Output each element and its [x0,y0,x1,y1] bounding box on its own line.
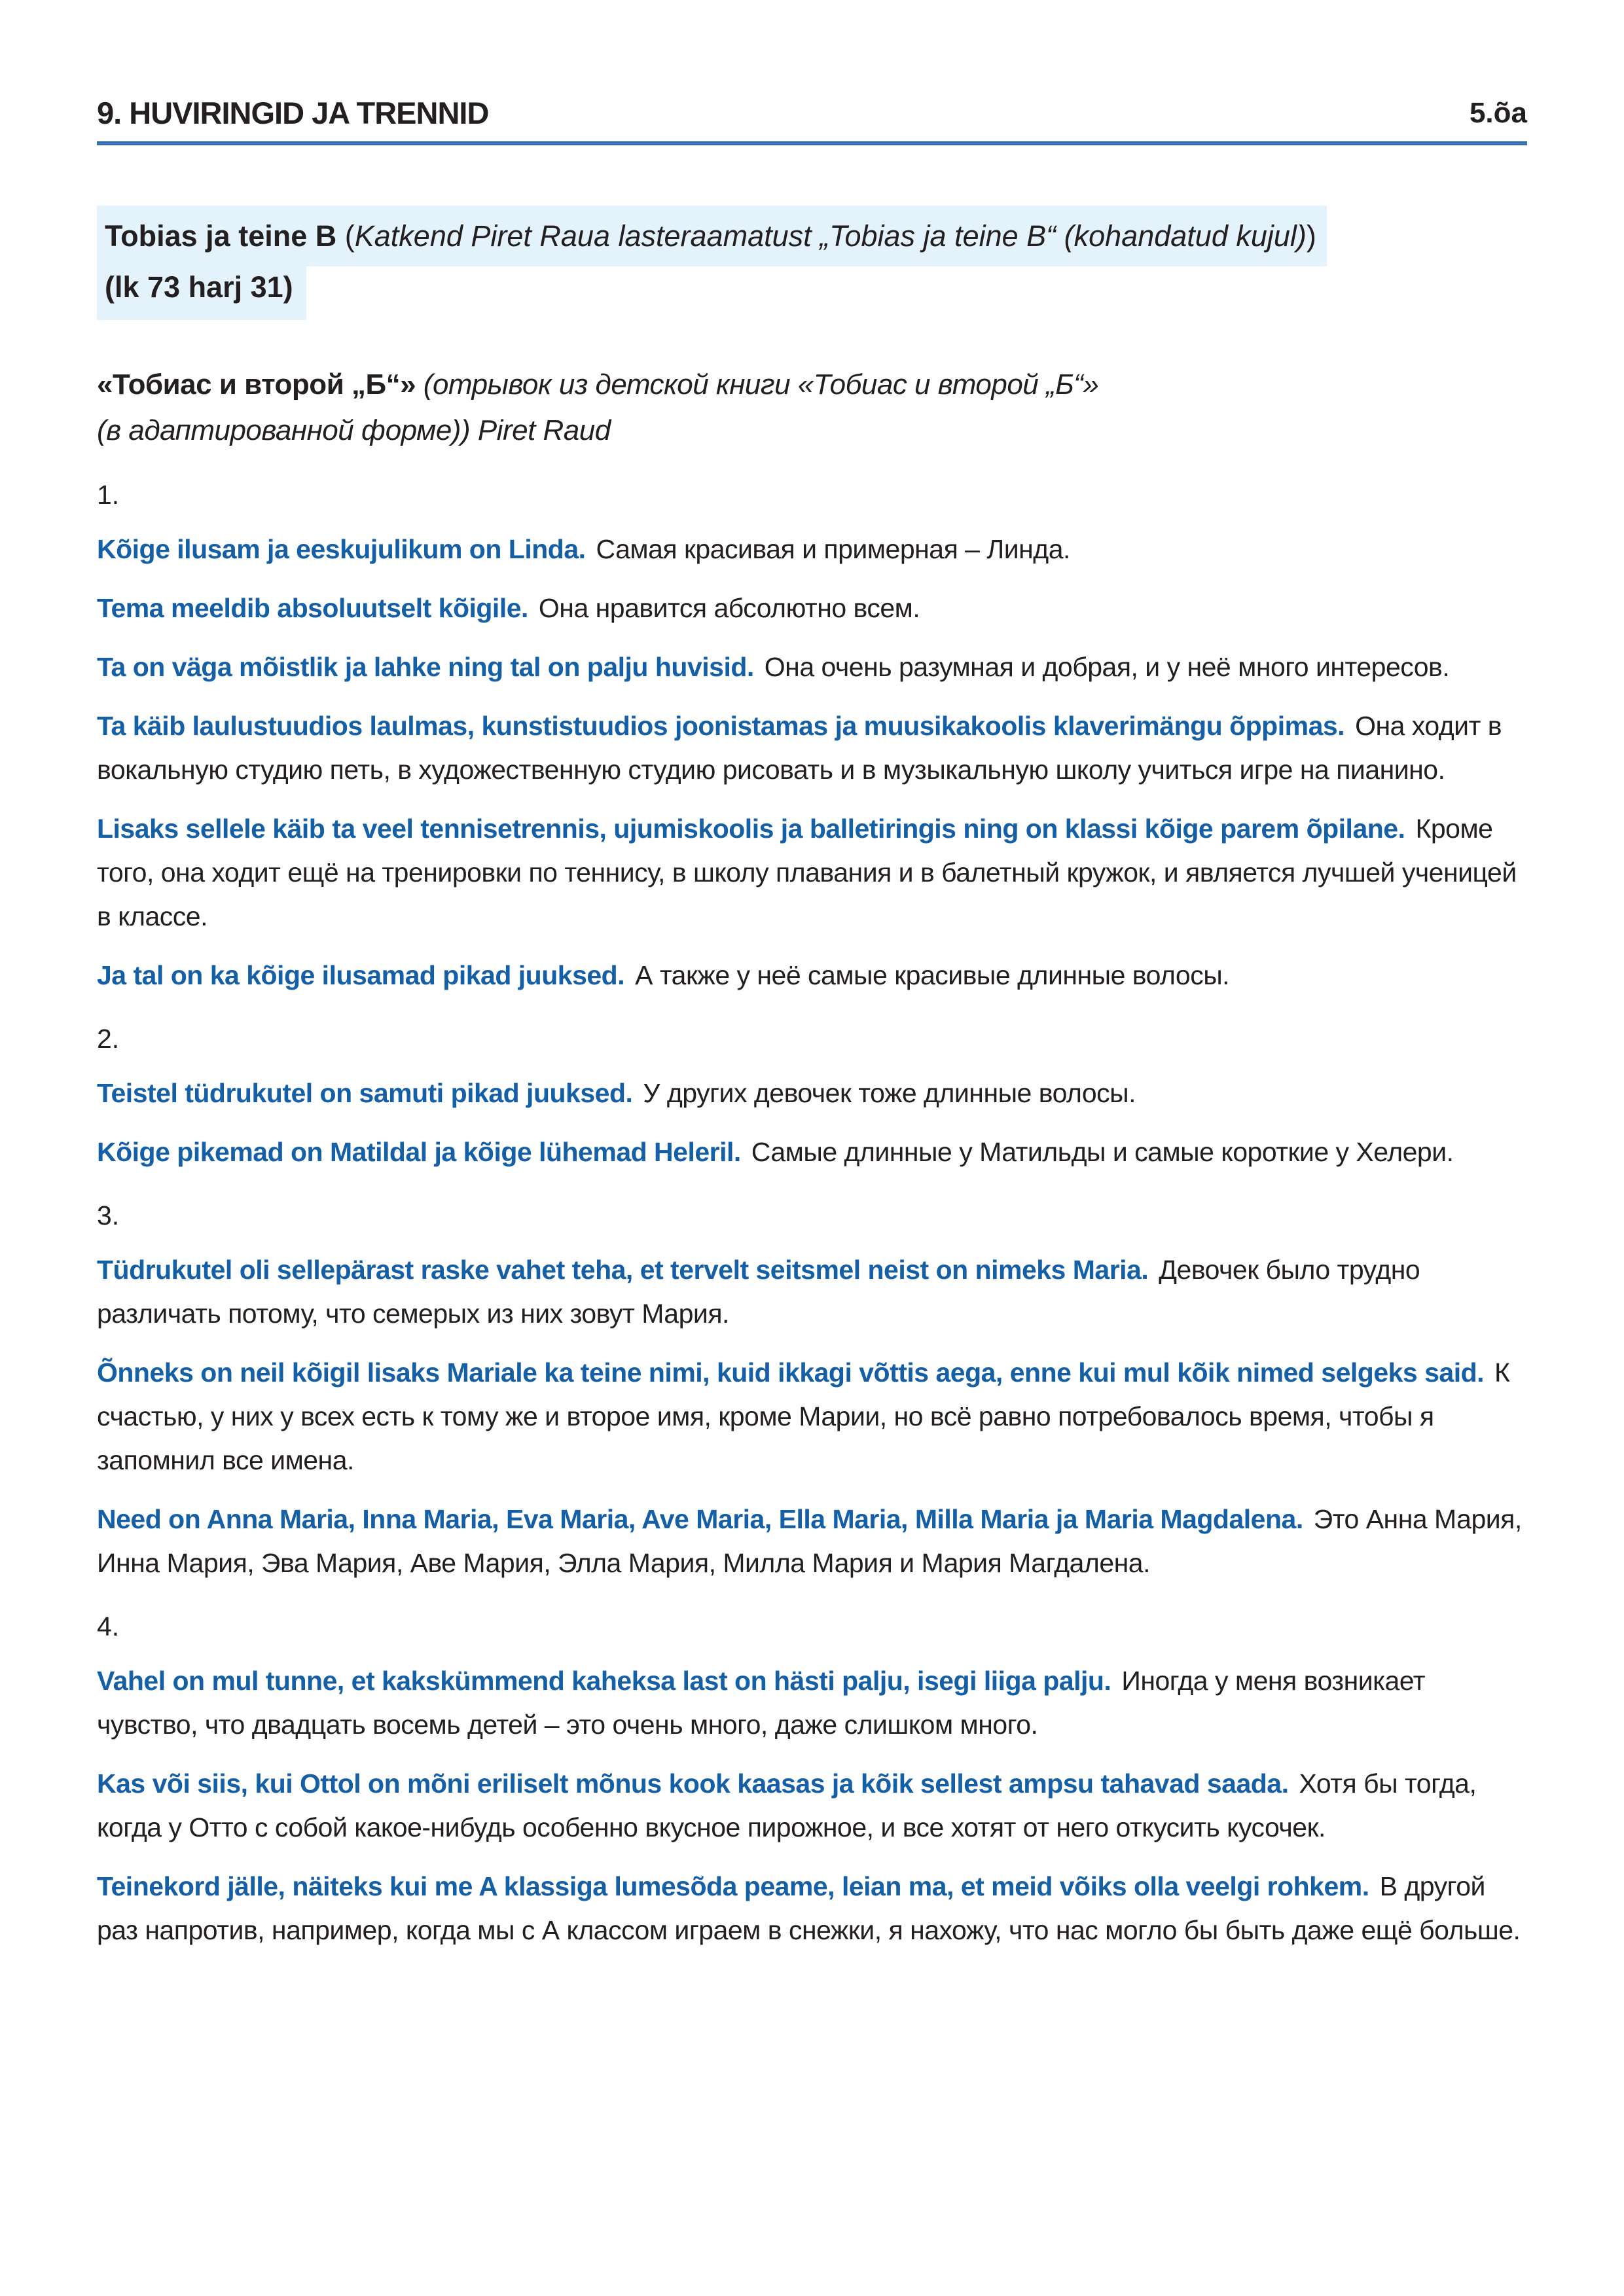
paragraph [97,954,1530,997]
paragraph [97,528,1530,571]
paragraph [97,586,1530,630]
russian-translation: Это Анна Мария, Инна Мария, Эва Мария, Аве Мария, Элла Мария, Милла Мария и Мария Магдалена. [97,1504,1522,1578]
russian-translation: Самые длинные у Матильды и самые короткие у Хелери. [751,1137,1454,1167]
paragraph [97,1351,1530,1482]
estonian-sentence: Ta on väga mõistlik ja lahke ning tal on palju huvisid. [97,652,754,682]
title-open-paren: ( [336,219,355,253]
estonian-sentence: Kõige pikemad on Matildal ja kõige lühemad Heleril. [97,1137,741,1167]
russian-translation: У других девочек тоже длинные волосы. [643,1078,1136,1108]
title-highlight-1 [97,206,1327,266]
estonian-sentence: Kõige ilusam ja eeskujulikum on Linda. [97,534,586,564]
subtitle-russian-title: «Тобиас и второй „Б“» [97,368,416,401]
estonian-sentence: Tüdrukutel oli sellepärast raske vahet teha, et tervelt seitsmel neist on nimeks Maria. [97,1255,1149,1285]
paragraph [97,1130,1530,1174]
section-number-2: 2. [97,1024,120,1054]
russian-translation: Она очень разумная и добрая, и у неё много интересов. [764,652,1450,682]
estonian-sentence: Tema meeldib absoluutselt kõigile. [97,593,528,623]
title-estonian: Tobias ja teine B [105,219,337,253]
grade-label: 5.õa [1469,97,1527,129]
estonian-sentence: Kas või siis, kui Ottol on mõni eriliselt mõnus kook kaasas ja kõik sellest ampsu tahavad saada. [97,1768,1289,1799]
russian-subtitle [97,362,1527,454]
paragraph [97,1865,1530,1952]
russian-translation: Хотя бы тогда, когда у Отто с собой какое-нибудь особенно вкусное пирожное, и все хотят от него откусить кусочек. [97,1768,1477,1842]
russian-translation: Девочек было трудно различать потому, что семерых из них зовут Мария. [97,1255,1420,1329]
russian-translation: В другой раз напротив, например, когда мы с А классом играем в снежки, я нахожу, что нас могло бы быть даже ещё больше. [97,1871,1521,1945]
russian-translation: К счастью, у них у всех есть к тому же и второе имя, кроме Марии, но всё равно потребовалось время, чтобы я запомнил все имена. [97,1357,1510,1475]
estonian-sentence: Need on Anna Maria, Inna Maria, Eva Maria, Ave Maria, Ella Maria, Milla Maria ja Maria Magdalena. [97,1504,1303,1534]
title-block [97,206,1527,320]
chapter-title: 9. HUVIRINGID JA TRENNID [97,96,489,130]
estonian-sentence: Lisaks sellele käib ta veel tennisetrennis, ujumiskoolis ja balletiringis ning on klassi kõige parem õpilane. [97,814,1405,844]
title-close-paren: ) [1306,219,1316,253]
russian-translation: Она ходит в вокальную студию петь, в художественную студию рисовать и в музыкальную школу учиться игре на пианино. [97,711,1502,785]
paragraph [97,1498,1530,1585]
section-number-1: 1. [97,480,120,510]
section-number-4: 4. [97,1611,120,1641]
paragraph [97,1071,1530,1115]
subtitle-source-note-2: (в адаптированной форме)) [97,414,478,446]
text-body [97,473,1530,1952]
subtitle-source-note-1: (отрывок из детской книги «Тобиас и второй „Б“» [416,368,1099,401]
estonian-sentence: Teinekord jälle, näiteks kui me A klassiga lumesõda peame, leian ma, et meid võiks olla veelgi rohkem. [97,1871,1369,1901]
russian-translation: Самая красивая и примерная – Линда. [596,534,1070,564]
paragraph [97,645,1530,689]
paragraph [97,1762,1530,1850]
paragraph [97,1248,1530,1336]
paragraph [97,1659,1530,1747]
subtitle-author: Piret Raud [477,414,611,446]
title-line-2 [97,266,1527,320]
paragraph [97,807,1530,939]
estonian-sentence: Õnneks on neil kõigil lisaks Mariale ka teine nimi, kuid ikkagi võttis aega, enne kui mul kõik nimed selgeks said. [97,1357,1485,1388]
russian-translation: А также у неё самые красивые длинные волосы. [635,960,1230,990]
estonian-sentence: Teistel tüdrukutel on samuti pikad juuksed. [97,1078,633,1108]
header-divider [97,141,1527,145]
title-source-note: Katkend Piret Raua lasteraamatust „Tobias ja teine B“ (kohandatud kujul) [354,219,1307,253]
paragraph [97,704,1530,792]
russian-translation: Кроме того, она ходит ещё на тренировки по теннису, в школу плавания и в балетный кружок, и является лучшей ученицей в классе. [97,814,1517,931]
page-header [97,97,1527,130]
russian-translation: Она нравится абсолютно всем. [538,593,920,623]
estonian-sentence: Ja tal on ka kõige ilusamad pikad juuksed. [97,960,625,990]
estonian-sentence: Ta käib laulustuudios laulmas, kunstistuudios joonistamas ja muusikakoolis klaverimängu õppimas. [97,711,1345,741]
title-line-1 [97,206,1527,266]
title-reference: (lk 73 harj 31) [97,266,306,320]
estonian-sentence: Vahel on mul tunne, et kakskümmend kaheksa last on hästi palju, isegi liiga palju. [97,1666,1111,1696]
section-number-3: 3. [97,1200,120,1230]
russian-translation: Иногда у меня возникает чувство, что двадцать восемь детей – это очень много, даже слишком много. [97,1666,1425,1740]
